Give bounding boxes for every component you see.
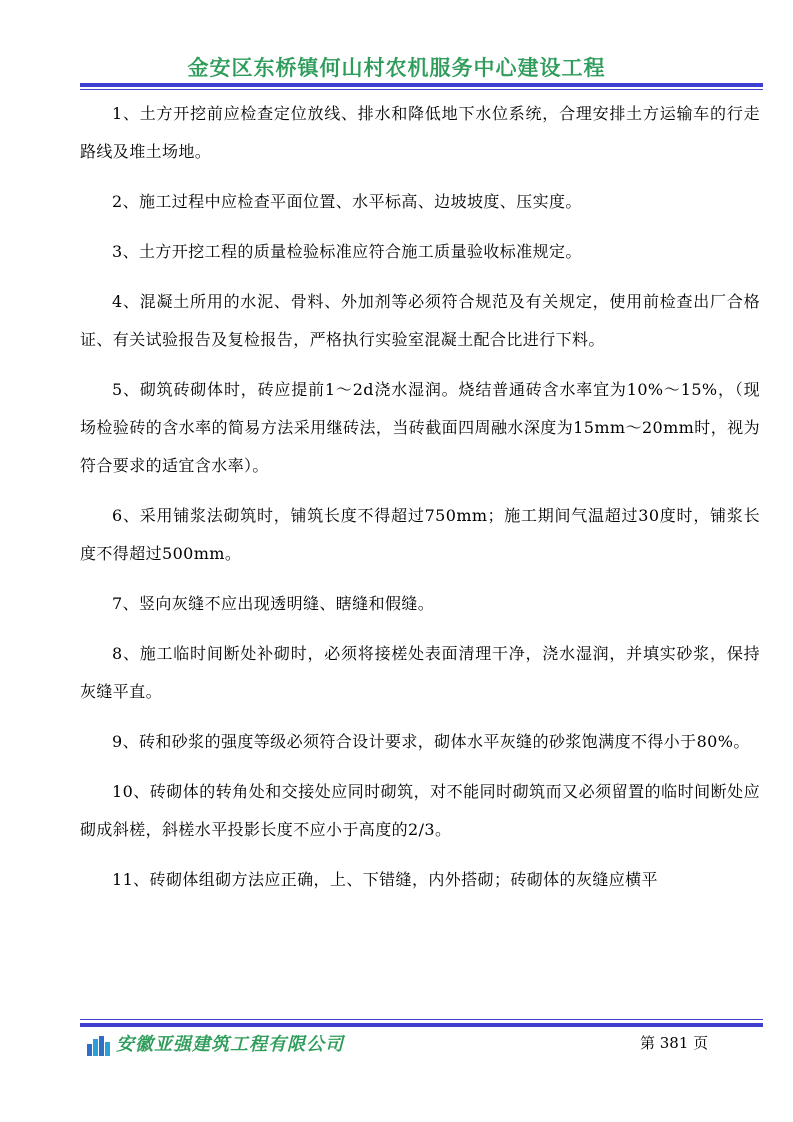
paragraph-6: 6、采用铺浆法砌筑时，铺筑长度不得超过750mm；施工期间气温超过30度时，铺浆长度不得超过500mm。 bbox=[80, 506, 760, 563]
paragraph-1: 1、土方开挖前应检查定位放线、排水和降低地下水位系统，合理安排土方运输车的行走路线及堆土场地。 bbox=[80, 104, 760, 161]
footer-rule-thick bbox=[80, 1023, 763, 1027]
paragraph-10: 10、砖砌体的转角处和交接处应同时砌筑，对不能同时砌筑而又必须留置的临时间断处应砌成斜槎，斜槎水平投影长度不应小于高度的2/3。 bbox=[80, 782, 760, 839]
paragraph-2: 2、施工过程中应检查平面位置、水平标高、边坡坡度、压实度。 bbox=[112, 192, 582, 211]
page-header-title: 金安区东桥镇何山村农机服务中心建设工程 bbox=[187, 56, 606, 80]
footer-page-number: 第 381 页 bbox=[640, 1034, 709, 1052]
document-body bbox=[80, 95, 760, 911]
paragraph-4: 4、混凝土所用的水泥、骨料、外加剂等必须符合规范及有关规定，使用前检查出厂合格证、有关试验报告及复检报告，严格执行实验室混凝土配合比进行下料。 bbox=[80, 292, 760, 349]
header-rule-thin bbox=[80, 89, 763, 90]
footer-rule-thin bbox=[80, 1019, 763, 1020]
header-rule-thick bbox=[80, 83, 763, 87]
paragraph-5: 5、砌筑砖砌体时，砖应提前1～2d浇水湿润。烧结普通砖含水率宜为10%～15%，（现场检验砖的含水率的简易方法采用继砖法，当砖截面四周融水深度为15mm～20mm时，视为符合要求的适宜含水率）。 bbox=[80, 380, 760, 475]
paragraph-9: 9、砖和砂浆的强度等级必须符合设计要求，砌体水平灰缝的砂浆饱满度不得小于80%。 bbox=[112, 732, 750, 751]
footer-company-name: 安徽亚强建筑工程有限公司 bbox=[116, 1034, 344, 1055]
paragraph-7: 7、竖向灰缝不应出现透明缝、瞎缝和假缝。 bbox=[112, 594, 435, 613]
paragraph-3: 3、土方开挖工程的质量检验标准应符合施工质量验收标准规定。 bbox=[112, 242, 582, 261]
paragraph-8: 8、施工临时间断处补砌时，必须将接槎处表面清理干净，浇水湿润，并填实砂浆，保持灰缝平直。 bbox=[80, 644, 760, 701]
building-logo-icon bbox=[86, 1036, 112, 1056]
paragraph-11: 11、砖砌体组砌方法应正确，上、下错缝，内外搭砌；砖砌体的灰缝应横平 bbox=[112, 870, 658, 889]
